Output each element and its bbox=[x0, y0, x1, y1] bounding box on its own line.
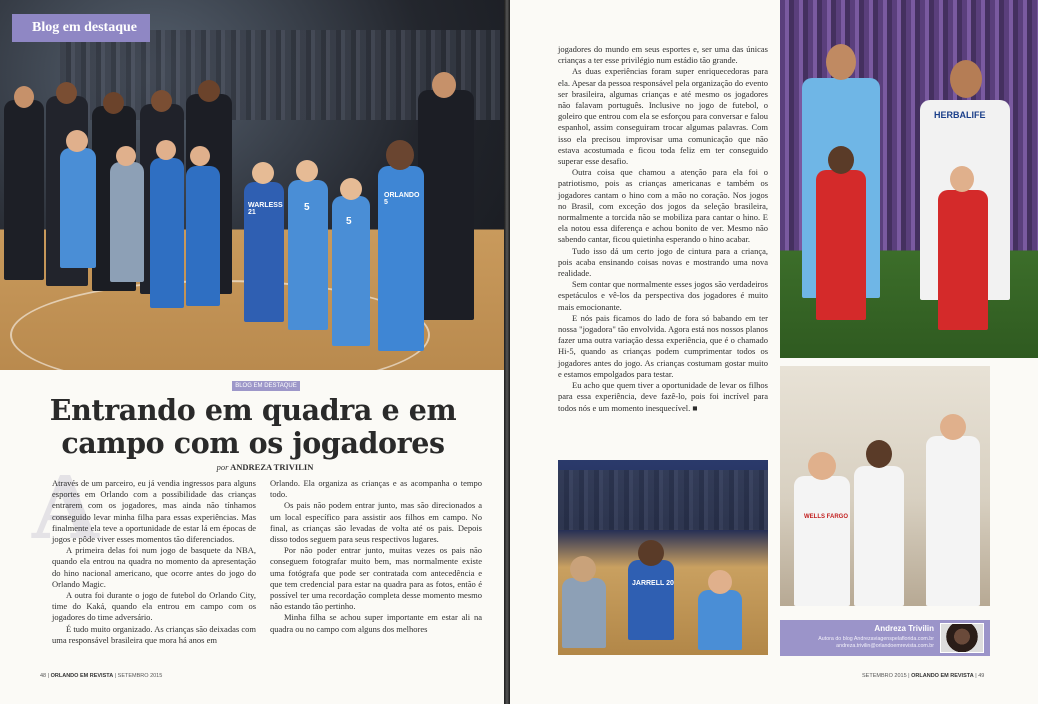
child bbox=[562, 578, 606, 648]
crowd bbox=[558, 470, 768, 530]
child-head bbox=[940, 414, 966, 440]
byline-prefix: por bbox=[216, 462, 229, 472]
byline-author: ANDREZA TRIVILIN bbox=[230, 462, 314, 472]
issue-date: SETEMBRO 2015 bbox=[117, 673, 163, 679]
left-page bbox=[0, 0, 504, 704]
child bbox=[60, 148, 96, 268]
paragraph: Sem contar que normalmente esses jogos são verdadeiros espetáculos e vê-los da perspectiva dos jogadores é muito mais emocionante. bbox=[558, 279, 768, 312]
daughter-head bbox=[386, 140, 414, 170]
author-blog: Autora do blog Andrezaviagenspelaflorida.com.br bbox=[818, 636, 934, 642]
daughter bbox=[854, 466, 904, 606]
kicker-label: BLOG EM DESTAQUE bbox=[232, 381, 300, 391]
author-name: Andreza Trivilin bbox=[874, 624, 934, 633]
child bbox=[244, 182, 284, 322]
author-box bbox=[780, 620, 990, 656]
child-head bbox=[866, 440, 892, 468]
photo-kids-group bbox=[780, 366, 990, 606]
issue-date: SETEMBRO 2015 bbox=[862, 673, 907, 679]
photo-soccer-lineup bbox=[780, 0, 1038, 358]
child-head bbox=[190, 146, 210, 166]
shirt-sponsor: HERBALIFE bbox=[934, 110, 986, 120]
paragraph: É tudo muito organizado. As crianças são deixadas com uma responsável brasileira que mora há anos em bbox=[52, 623, 256, 645]
child bbox=[110, 162, 144, 282]
player-head bbox=[151, 90, 172, 112]
player-head bbox=[103, 92, 124, 114]
child bbox=[698, 590, 742, 650]
child bbox=[186, 166, 220, 306]
hero-photo-basketball bbox=[0, 0, 504, 370]
headline-line-2: campo com os jogadores bbox=[61, 426, 445, 460]
paragraph: Tudo isso dá um certo jogo de cintura para a criança, pois acaba ensinando coisas novas e mostrando uma nova realidade. bbox=[558, 245, 768, 279]
player-head bbox=[198, 80, 220, 102]
daughter bbox=[628, 560, 674, 640]
paragraph: Através de um parceiro, eu já vendia ingressos para alguns esportes em Orlando com a possibilidade das crianças entrarem com os jogadores, mas ainda não tínhamos conseguido levar minha filha para essas experiências. Mas finalmente ela teve a oportunidade de estar lá em épocas de jogos e pôde viver esses momentos tão diferenciados. bbox=[52, 478, 256, 545]
page-number: 49 bbox=[978, 673, 985, 679]
player-head bbox=[950, 60, 982, 98]
child-head bbox=[950, 166, 974, 192]
player-head bbox=[14, 86, 34, 108]
paragraph: A outra foi durante o jogo de futebol do Orlando City, time do Kaká, quando ela entrou em campo com os jogadores do time adversário. bbox=[52, 590, 256, 623]
article-column-3 bbox=[558, 44, 768, 414]
player-head bbox=[56, 82, 77, 104]
child bbox=[794, 476, 850, 606]
player bbox=[4, 100, 44, 280]
player-head bbox=[432, 72, 456, 98]
article-column-2 bbox=[270, 478, 482, 635]
author-photo bbox=[940, 623, 984, 653]
player-head bbox=[826, 44, 856, 80]
child-head bbox=[116, 146, 136, 166]
author-email: andreza.trivilin@orlandoemrevista.com.br bbox=[836, 643, 934, 649]
shirt-sponsor: WELLS FARGO bbox=[804, 514, 848, 520]
paragraph: Minha filha se achou super importante em estar ali na quadra ou no campo com alguns dos melhores bbox=[270, 612, 482, 634]
child-head bbox=[638, 540, 664, 566]
jersey-text: 5 bbox=[304, 202, 310, 213]
folio-right: SETEMBRO 2015 | ORLANDO EM REVISTA | 49 bbox=[862, 673, 985, 679]
folio-left: 48 | ORLANDO EM REVISTA | SETEMBRO 2015 bbox=[40, 673, 163, 679]
child-head bbox=[708, 570, 732, 594]
dropcap-letter: A bbox=[32, 458, 99, 559]
paragraph: jogadores do mundo em seus esportes e, ser uma das únicas crianças a ter esse privilégio num estádio tão grande. bbox=[558, 44, 768, 66]
child bbox=[816, 170, 866, 320]
jersey-text: WARLESS 21 bbox=[248, 202, 283, 216]
child bbox=[926, 436, 980, 606]
author-bio bbox=[788, 636, 934, 650]
article-headline bbox=[20, 394, 486, 460]
page-number: 48 bbox=[40, 673, 47, 679]
feature-badge: Blog em destaque bbox=[12, 14, 150, 42]
paragraph: E nós pais ficamos do lado de fora só babando em ter nossa "jogadora" tão envolvida. Agora está nos nossos planos fazer uma outra variação dessa experiência, que é o chamado Hi-5, quando as crianças podem cumprimentar todos os jogadores antes do jogo. As crianças costumam gostar muito e estamos empolgados para testar. bbox=[558, 312, 768, 379]
jersey-text: ORLANDO 5 bbox=[384, 192, 420, 206]
paragraph: Os pais não podem entrar junto, mas são direcionados a um local específico para assistir aos filhos em campo. No final, as crianças são levadas de volta até os pais. Depois disso todos seguem para seus respectivos lugares. bbox=[270, 500, 482, 545]
paragraph: Por não poder entrar junto, muitas vezes os pais não conseguem fotografar muito bem, mas normalmente existe uma fotógrafa que pode ser contratada com antecedência e que tem credencial para estar na quadra para as fotos, então é possível ter uma recordação completa desse momento mesmo não estando tão pertinho. bbox=[270, 545, 482, 612]
photo-arena bbox=[558, 460, 768, 655]
article-column-1 bbox=[52, 478, 256, 646]
child-head bbox=[156, 140, 176, 160]
paragraph: As duas experiências foram super enriquecedoras para ela. Apesar da pessoa responsável pela organização do evento ser brasileira, algumas crianças e até mesmo os jogadores não falavam português. Inclusive no jogo de futebol, o goleiro que entrou com ela se esforçou para conversar e falou espanhol, assim conseguiram trocar algumas palavras. Com isso ela precisou improvisar uma comunicação que não estava acostumada e ficou toda feliz em ter conseguido superar esse desafio. bbox=[558, 66, 768, 167]
jersey-text: 5 bbox=[346, 216, 352, 227]
child bbox=[150, 158, 184, 308]
headline-line-1: Entrando em quadra e em bbox=[49, 393, 457, 427]
child-head bbox=[340, 178, 362, 200]
child bbox=[288, 180, 328, 330]
jersey-text: JARRELL 20 bbox=[632, 580, 674, 587]
paragraph: Orlando. Ela organiza as crianças e as acompanha o tempo todo. bbox=[270, 478, 482, 500]
child-head bbox=[66, 130, 88, 152]
magazine-name: ORLANDO EM REVISTA bbox=[911, 673, 974, 679]
child bbox=[332, 196, 370, 346]
daughter bbox=[378, 166, 424, 351]
player bbox=[418, 90, 474, 320]
paragraph: Outra coisa que chamou a atenção para ela foi o patriotismo, pois as crianças americanas e também os jogadores cantam o hino com a mão no coração. Nos jogos no Brasil, com exceção dos jogos da seleção brasileira, normalmente a torcida não se mobiliza para cantar o hino. E ela notou essa diferença e achou bonito de ver. Mesmo não sabendo cantar, ficou quietinha esperando o hino acabar. bbox=[558, 167, 768, 245]
child bbox=[938, 190, 988, 330]
paragraph: A primeira delas foi num jogo de basquete da NBA, quando ela entrou na quadra no momento da apresentação do hino nacional americano, que ocorre antes do jogo do Orlando Magic. bbox=[52, 545, 256, 589]
child-head bbox=[296, 160, 318, 182]
child-head bbox=[808, 452, 836, 480]
magazine-name: ORLANDO EM REVISTA bbox=[50, 673, 114, 679]
child-head bbox=[570, 556, 596, 582]
byline bbox=[190, 462, 340, 472]
child-head bbox=[828, 146, 854, 174]
paragraph: Eu acho que quem tiver a oportunidade de levar os filhos para essa experiência, deve fazê-lo, pois foi incrível para todos nós e um momento inesquecível. ■ bbox=[558, 380, 768, 413]
child-head bbox=[252, 162, 274, 184]
